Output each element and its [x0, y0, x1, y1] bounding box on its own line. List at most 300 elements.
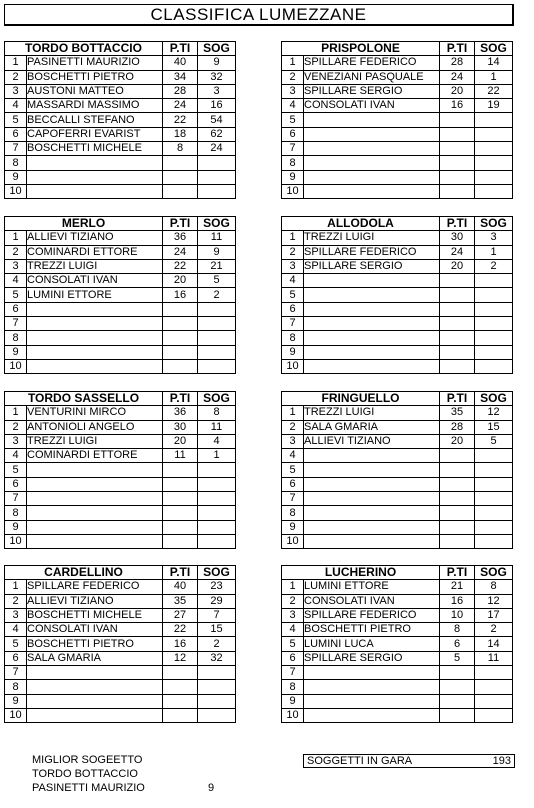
table-row	[5, 520, 236, 534]
rank-cell: 3	[5, 84, 27, 98]
subjects-in-race-box	[303, 754, 515, 768]
count-cell: 7	[198, 608, 236, 622]
points-cell: 24	[163, 99, 198, 113]
ranking-table-3	[281, 216, 513, 374]
count-cell: 8	[198, 406, 236, 420]
count-cell	[475, 694, 513, 708]
competitor-name: TREZZI LUIGI	[304, 406, 440, 420]
count-cell: 2	[198, 637, 236, 651]
count-cell	[475, 142, 513, 156]
rank-cell: 1	[282, 231, 304, 245]
count-cell	[198, 666, 236, 680]
rank-cell: 10	[282, 708, 304, 722]
count-cell	[198, 477, 236, 491]
points-cell	[163, 463, 198, 477]
rank-cell: 4	[282, 449, 304, 463]
count-cell	[475, 113, 513, 127]
table-row	[282, 492, 513, 506]
competitor-name	[27, 506, 163, 520]
count-cell	[198, 492, 236, 506]
points-cell	[163, 666, 198, 680]
points-header: P.TI	[163, 42, 198, 56]
points-cell: 20	[163, 434, 198, 448]
table-row	[5, 142, 236, 156]
count-cell: 1	[198, 449, 236, 463]
subjects-in-race-label: SOGGETTI IN GARA	[307, 755, 413, 767]
competitor-name: SALA GMARIA	[304, 420, 440, 434]
competitor-name	[27, 477, 163, 491]
rank-cell: 6	[282, 127, 304, 141]
points-cell: 22	[163, 259, 198, 273]
count-cell: 3	[198, 84, 236, 98]
points-cell: 22	[163, 113, 198, 127]
rank-cell: 5	[5, 637, 27, 651]
points-cell	[440, 359, 475, 373]
table-row	[5, 127, 236, 141]
competitor-name	[27, 520, 163, 534]
competitor-name: AUSTONI MATTEO	[27, 84, 163, 98]
count-cell	[198, 708, 236, 722]
count-cell: 11	[475, 651, 513, 665]
rank-cell: 1	[5, 56, 27, 70]
count-cell: 17	[475, 608, 513, 622]
count-cell: 8	[475, 580, 513, 594]
points-cell	[163, 534, 198, 548]
competitor-name: CAPOFERRI EVARIST	[27, 127, 163, 141]
points-cell	[163, 170, 198, 184]
rank-cell: 5	[282, 637, 304, 651]
points-cell: 30	[163, 420, 198, 434]
count-cell: 5	[475, 434, 513, 448]
count-cell	[198, 463, 236, 477]
table-row	[5, 170, 236, 184]
table-row	[282, 666, 513, 680]
count-cell: 19	[475, 99, 513, 113]
count-cell: 12	[475, 406, 513, 420]
table-row	[282, 680, 513, 694]
competitor-name: VENEZIANI PASQUALE	[304, 70, 440, 84]
table-row	[282, 127, 513, 141]
rank-cell: 3	[5, 434, 27, 448]
rank-cell: 2	[5, 594, 27, 608]
count-cell: 2	[475, 259, 513, 273]
points-cell	[440, 694, 475, 708]
table-row	[282, 70, 513, 84]
points-cell: 20	[440, 434, 475, 448]
best-subject-label: MIGLIOR SOGEETTO	[32, 754, 143, 766]
rank-cell: 7	[5, 317, 27, 331]
competitor-name	[304, 113, 440, 127]
count-header: SOG	[198, 392, 236, 406]
table-row	[5, 623, 236, 637]
count-cell: 9	[198, 56, 236, 70]
points-cell	[163, 694, 198, 708]
points-header: P.TI	[163, 566, 198, 580]
table-row	[5, 288, 236, 302]
points-cell	[163, 708, 198, 722]
points-header: P.TI	[440, 566, 475, 580]
count-cell: 2	[198, 288, 236, 302]
count-cell: 24	[198, 142, 236, 156]
points-cell	[440, 127, 475, 141]
table-row	[5, 302, 236, 316]
competitor-name	[304, 666, 440, 680]
points-cell: 5	[440, 651, 475, 665]
points-cell	[440, 680, 475, 694]
points-cell	[440, 449, 475, 463]
count-cell	[475, 534, 513, 548]
points-cell	[163, 359, 198, 373]
table-row	[282, 708, 513, 722]
competitor-name	[27, 359, 163, 373]
count-cell	[475, 170, 513, 184]
rank-cell: 5	[282, 288, 304, 302]
count-header: SOG	[198, 42, 236, 56]
competitor-name	[27, 331, 163, 345]
table-row	[5, 317, 236, 331]
table-row	[5, 331, 236, 345]
count-cell: 4	[198, 434, 236, 448]
rank-cell: 5	[5, 113, 27, 127]
points-cell	[440, 534, 475, 548]
competitor-name: COMINARDI ETTORE	[27, 245, 163, 259]
competitor-name: LUMINI ETTORE	[304, 580, 440, 594]
rank-cell: 9	[282, 520, 304, 534]
species-name: TORDO SASSELLO	[5, 392, 163, 406]
species-name: LUCHERINO	[282, 566, 440, 580]
rank-cell: 4	[5, 99, 27, 113]
ranking-table-0	[4, 41, 236, 199]
rank-cell: 9	[282, 345, 304, 359]
points-cell: 36	[163, 231, 198, 245]
table-row	[282, 434, 513, 448]
points-cell: 27	[163, 608, 198, 622]
species-name: TORDO BOTTACCIO	[5, 42, 163, 56]
rank-cell: 2	[282, 594, 304, 608]
table-row	[282, 345, 513, 359]
rank-cell: 2	[282, 245, 304, 259]
rank-cell: 2	[282, 70, 304, 84]
competitor-name	[27, 345, 163, 359]
table-row	[5, 113, 236, 127]
count-cell	[475, 463, 513, 477]
competitor-name: LUMINI ETTORE	[27, 288, 163, 302]
count-header: SOG	[198, 217, 236, 231]
table-row	[282, 84, 513, 98]
count-header: SOG	[475, 392, 513, 406]
points-cell: 30	[440, 231, 475, 245]
count-cell: 29	[198, 594, 236, 608]
points-cell	[163, 317, 198, 331]
competitor-name: TREZZI LUIGI	[27, 259, 163, 273]
rank-cell: 4	[5, 449, 27, 463]
competitor-name	[304, 694, 440, 708]
points-cell	[440, 113, 475, 127]
rank-cell: 10	[282, 184, 304, 198]
count-cell: 23	[198, 580, 236, 594]
rank-cell: 9	[5, 170, 27, 184]
points-cell	[163, 331, 198, 345]
count-cell: 15	[198, 623, 236, 637]
count-cell: 62	[198, 127, 236, 141]
points-cell: 6	[440, 637, 475, 651]
points-header: P.TI	[163, 217, 198, 231]
count-cell	[198, 506, 236, 520]
table-row	[5, 84, 236, 98]
competitor-name: BOSCHETTI PIETRO	[27, 70, 163, 84]
competitor-name: CONSOLATI IVAN	[304, 594, 440, 608]
points-cell: 28	[440, 56, 475, 70]
points-cell	[163, 156, 198, 170]
points-cell: 36	[163, 406, 198, 420]
subjects-in-race-value: 193	[492, 755, 511, 767]
rank-cell: 3	[282, 434, 304, 448]
competitor-name	[304, 302, 440, 316]
competitor-name	[304, 156, 440, 170]
competitor-name	[27, 170, 163, 184]
table-row	[5, 184, 236, 198]
rank-cell: 9	[282, 694, 304, 708]
points-header: P.TI	[163, 392, 198, 406]
count-cell	[475, 302, 513, 316]
rank-cell: 7	[5, 666, 27, 680]
rank-cell: 1	[5, 231, 27, 245]
count-cell: 32	[198, 70, 236, 84]
table-row	[282, 170, 513, 184]
points-cell	[163, 680, 198, 694]
ranking-table-6	[4, 565, 236, 723]
species-name: CARDELLINO	[5, 566, 163, 580]
points-cell: 16	[440, 99, 475, 113]
points-cell	[440, 708, 475, 722]
points-cell: 16	[440, 594, 475, 608]
table-row	[282, 406, 513, 420]
competitor-name: BOSCHETTI PIETRO	[304, 623, 440, 637]
species-name: MERLO	[5, 217, 163, 231]
count-cell: 15	[475, 420, 513, 434]
table-row	[282, 420, 513, 434]
table-row	[5, 99, 236, 113]
competitor-name	[304, 331, 440, 345]
count-cell: 54	[198, 113, 236, 127]
count-cell	[198, 345, 236, 359]
points-cell: 12	[163, 651, 198, 665]
competitor-name	[304, 184, 440, 198]
count-cell	[198, 156, 236, 170]
rank-cell: 6	[282, 477, 304, 491]
competitor-name	[27, 680, 163, 694]
competitor-name: ALLIEVI TIZIANO	[27, 231, 163, 245]
rank-cell: 2	[5, 245, 27, 259]
points-cell: 8	[163, 142, 198, 156]
competitor-name	[304, 359, 440, 373]
points-cell: 11	[163, 449, 198, 463]
rank-cell: 4	[282, 274, 304, 288]
rank-cell: 10	[5, 184, 27, 198]
best-subject-name: PASINETTI MAURIZIO	[32, 782, 145, 794]
count-cell: 1	[475, 70, 513, 84]
table-row	[5, 694, 236, 708]
competitor-name	[304, 317, 440, 331]
competitor-name	[27, 492, 163, 506]
points-cell	[440, 274, 475, 288]
rank-cell: 8	[282, 680, 304, 694]
rank-cell: 5	[282, 463, 304, 477]
rank-cell: 8	[5, 680, 27, 694]
table-row	[5, 492, 236, 506]
points-cell	[440, 184, 475, 198]
points-cell	[440, 520, 475, 534]
points-cell: 16	[163, 637, 198, 651]
table-row	[5, 449, 236, 463]
competitor-name	[27, 708, 163, 722]
ranking-table-4	[4, 391, 236, 549]
table-row	[5, 406, 236, 420]
table-row	[282, 156, 513, 170]
competitor-name: SPILLARE SERGIO	[304, 651, 440, 665]
count-cell: 3	[475, 231, 513, 245]
rank-cell: 10	[282, 534, 304, 548]
table-row	[5, 70, 236, 84]
count-cell	[198, 170, 236, 184]
rank-cell: 1	[282, 580, 304, 594]
points-cell: 16	[163, 288, 198, 302]
rank-cell: 10	[5, 534, 27, 548]
count-cell	[475, 477, 513, 491]
rank-cell: 4	[5, 274, 27, 288]
table-row	[282, 302, 513, 316]
rank-cell: 3	[282, 608, 304, 622]
rank-cell: 10	[282, 359, 304, 373]
competitor-name: CONSOLATI IVAN	[27, 623, 163, 637]
points-cell	[440, 492, 475, 506]
rank-cell: 3	[5, 259, 27, 273]
count-cell	[198, 534, 236, 548]
table-row	[282, 331, 513, 345]
table-row	[282, 449, 513, 463]
ranking-table-5	[281, 391, 513, 549]
table-row	[5, 666, 236, 680]
count-cell	[475, 520, 513, 534]
competitor-name: BOSCHETTI PIETRO	[27, 637, 163, 651]
table-row	[5, 345, 236, 359]
rank-cell: 6	[5, 651, 27, 665]
competitor-name	[304, 170, 440, 184]
table-row	[282, 463, 513, 477]
count-cell	[198, 680, 236, 694]
table-row	[282, 694, 513, 708]
competitor-name	[27, 302, 163, 316]
points-cell	[440, 463, 475, 477]
rank-cell: 7	[282, 142, 304, 156]
count-cell	[475, 345, 513, 359]
competitor-name: CONSOLATI IVAN	[27, 274, 163, 288]
competitor-name	[304, 477, 440, 491]
count-cell	[475, 288, 513, 302]
table-row	[5, 708, 236, 722]
count-header: SOG	[198, 566, 236, 580]
count-cell	[475, 156, 513, 170]
competitor-name: ALLIEVI TIZIANO	[27, 594, 163, 608]
rank-cell: 1	[5, 580, 27, 594]
count-cell	[475, 359, 513, 373]
table-row	[5, 56, 236, 70]
table-row	[282, 99, 513, 113]
rank-cell: 9	[5, 520, 27, 534]
competitor-name	[304, 449, 440, 463]
rank-cell: 7	[5, 142, 27, 156]
competitor-name	[27, 534, 163, 548]
points-cell	[440, 331, 475, 345]
rank-cell: 7	[282, 666, 304, 680]
competitor-name: SPILLARE FEDERICO	[27, 580, 163, 594]
competitor-name	[27, 694, 163, 708]
table-row	[5, 359, 236, 373]
table-row	[5, 156, 236, 170]
table-row	[5, 420, 236, 434]
table-row	[282, 477, 513, 491]
competitor-name: MASSARDI MASSIMO	[27, 99, 163, 113]
competitor-name: BECCALLI STEFANO	[27, 113, 163, 127]
rank-cell: 7	[5, 492, 27, 506]
table-row	[5, 651, 236, 665]
points-cell: 20	[440, 259, 475, 273]
count-cell: 16	[198, 99, 236, 113]
count-cell: 14	[475, 637, 513, 651]
count-header: SOG	[475, 217, 513, 231]
table-row	[282, 594, 513, 608]
competitor-name: TREZZI LUIGI	[27, 434, 163, 448]
table-row	[282, 359, 513, 373]
count-cell	[475, 317, 513, 331]
rank-cell: 8	[5, 156, 27, 170]
table-row	[5, 534, 236, 548]
table-row	[282, 520, 513, 534]
competitor-name: SPILLARE FEDERICO	[304, 245, 440, 259]
points-cell: 28	[163, 84, 198, 98]
count-cell	[198, 520, 236, 534]
count-cell	[475, 449, 513, 463]
competitor-name: SPILLARE SERGIO	[304, 259, 440, 273]
competitor-name: COMINARDI ETTORE	[27, 449, 163, 463]
competitor-name	[304, 492, 440, 506]
table-row	[282, 317, 513, 331]
points-cell	[163, 345, 198, 359]
competitor-name: BOSCHETTI MICHELE	[27, 142, 163, 156]
competitor-name	[27, 317, 163, 331]
rank-cell: 10	[5, 359, 27, 373]
points-cell: 24	[440, 245, 475, 259]
rank-cell: 2	[282, 420, 304, 434]
points-cell	[163, 302, 198, 316]
count-cell: 11	[198, 420, 236, 434]
table-row	[282, 534, 513, 548]
count-cell: 1	[475, 245, 513, 259]
points-cell: 24	[440, 70, 475, 84]
ranking-table-2	[4, 216, 236, 374]
points-cell	[440, 666, 475, 680]
rank-cell: 3	[5, 608, 27, 622]
points-cell	[440, 142, 475, 156]
table-row	[282, 288, 513, 302]
competitor-name: SALA GMARIA	[27, 651, 163, 665]
rank-cell: 5	[5, 288, 27, 302]
points-cell: 35	[440, 406, 475, 420]
rank-cell: 6	[5, 477, 27, 491]
points-cell	[163, 184, 198, 198]
competitor-name	[304, 534, 440, 548]
points-cell: 10	[440, 608, 475, 622]
